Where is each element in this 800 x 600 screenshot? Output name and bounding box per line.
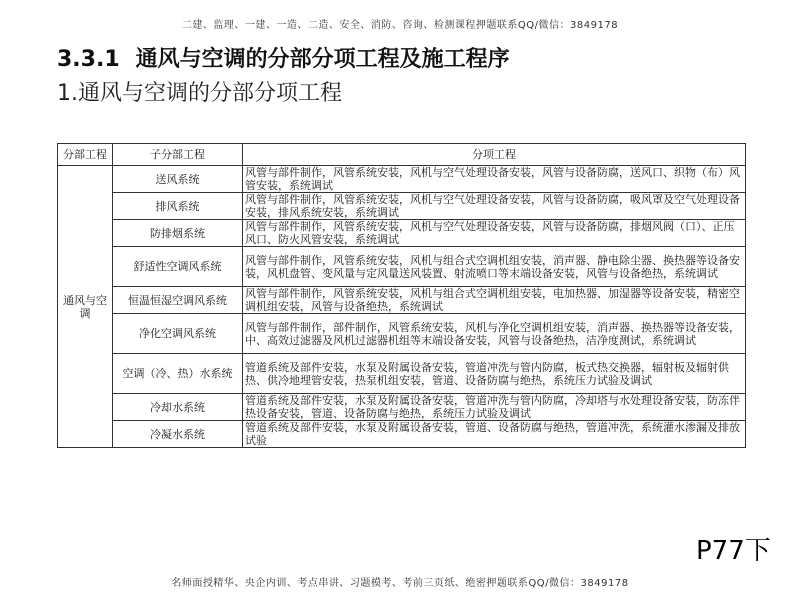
sub-items-cell: 风管与部件制作，风管系统安装，风机与组合式空调机组安装，消声器、静电除尘器、换热器等设备安装，风机盘管、变风量与定风量送风装置、射流喷口等末端设备安装，风管与设备绝热，系统调试 bbox=[243, 247, 746, 287]
sub-division-cell: 冷凝水系统 bbox=[113, 421, 243, 448]
sub-items-cell: 管道系统及部件安装，水泵及附属设备安装，管道冲洗与管内防腐，冷却塔与水处理设备安装，防冻伴热设备安装，管道、设备防腐与绝热，系统压力试验及调试 bbox=[243, 394, 746, 421]
header-sub-items: 分项工程 bbox=[243, 144, 746, 166]
sub-division-cell: 恒温恒湿空调风系统 bbox=[113, 287, 243, 314]
sub-division-cell: 送风系统 bbox=[113, 166, 243, 193]
table-row bbox=[58, 394, 746, 421]
table-row bbox=[58, 247, 746, 287]
section-title-text: 通风与空调的分部分项工程及施工程序 bbox=[135, 47, 510, 72]
sub-division-cell: 冷却水系统 bbox=[113, 394, 243, 421]
table-header-row bbox=[58, 144, 746, 166]
sub-items-cell: 管道系统及部件安装，水泵及附属设备安装，管道、设备防腐与绝热，管道冲洗，系统灌水渗漏及排放试验 bbox=[243, 421, 746, 448]
table-row bbox=[58, 287, 746, 314]
table-row bbox=[58, 166, 746, 193]
header-division: 分部工程 bbox=[58, 144, 113, 166]
sub-division-cell: 防排烟系统 bbox=[113, 220, 243, 247]
sub-items-cell: 管道系统及部件安装，水泵及附属设备安装，管道冲洗与管内防腐，板式热交换器，辐射板及辐射供热、供冷地埋管安装，热泵机组安装，管道、设备防腐与绝热，系统压力试验及调试 bbox=[243, 354, 746, 394]
table-row bbox=[58, 314, 746, 354]
sub-items-cell: 风管与部件制作，风管系统安装，风机与空气处理设备安装，风管与设备防腐，吸风罩及空气处理设备安装，排风系统安装，系统调试 bbox=[243, 193, 746, 220]
sub-items-cell: 风管与部件制作，部件制作，风管系统安装，风机与净化空调机组安装，消声器、换热器等设备安装，中、高效过滤器及风机过滤器机组等末端设备安装，风管与设备绝热，洁净度测试，系统调试 bbox=[243, 314, 746, 354]
section-number: 3.3.1 bbox=[57, 47, 120, 72]
bottom-banner: 名师面授精华、央企内训、考点串讲、习题模考、考前三页纸、绝密押题联系QQ/微信：3849178 bbox=[171, 578, 629, 589]
sub-division-cell: 净化空调风系统 bbox=[113, 314, 243, 354]
sub-division-cell: 排风系统 bbox=[113, 193, 243, 220]
division-table bbox=[57, 143, 746, 448]
section-title bbox=[57, 42, 510, 73]
table-row bbox=[58, 193, 746, 220]
page-reference: P77下 bbox=[696, 536, 771, 566]
header-sub-division: 子分部工程 bbox=[113, 144, 243, 166]
table-row bbox=[58, 421, 746, 448]
division-cell: 通风与空调 bbox=[58, 166, 113, 448]
sub-division-cell: 空调（冷、热）水系统 bbox=[113, 354, 243, 394]
sub-items-cell: 风管与部件制作，风管系统安装，风机与空气处理设备安装，风管与设备防腐，排烟风阀（口）、正压风口、防火风管安装，系统调试 bbox=[243, 220, 746, 247]
sub-division-cell: 舒适性空调风系统 bbox=[113, 247, 243, 287]
top-banner: 二建、监理、一建、一造、二造、安全、消防、咨询、检测课程押题联系QQ/微信：3849178 bbox=[181, 20, 619, 31]
sub-title: 1.通风与空调的分部分项工程 bbox=[57, 81, 342, 106]
sub-items-cell: 风管与部件制作，风管系统安装，风机与组合式空调机组安装，电加热器、加湿器等设备安装，精密空调机组安装，风管与设备绝热，系统调试 bbox=[243, 287, 746, 314]
sub-items-cell: 风管与部件制作，风管系统安装，风机与空气处理设备安装，风管与设备防腐，送风口、织物（布）风管安装，系统调试 bbox=[243, 166, 746, 193]
table-row bbox=[58, 354, 746, 394]
table-row bbox=[58, 220, 746, 247]
